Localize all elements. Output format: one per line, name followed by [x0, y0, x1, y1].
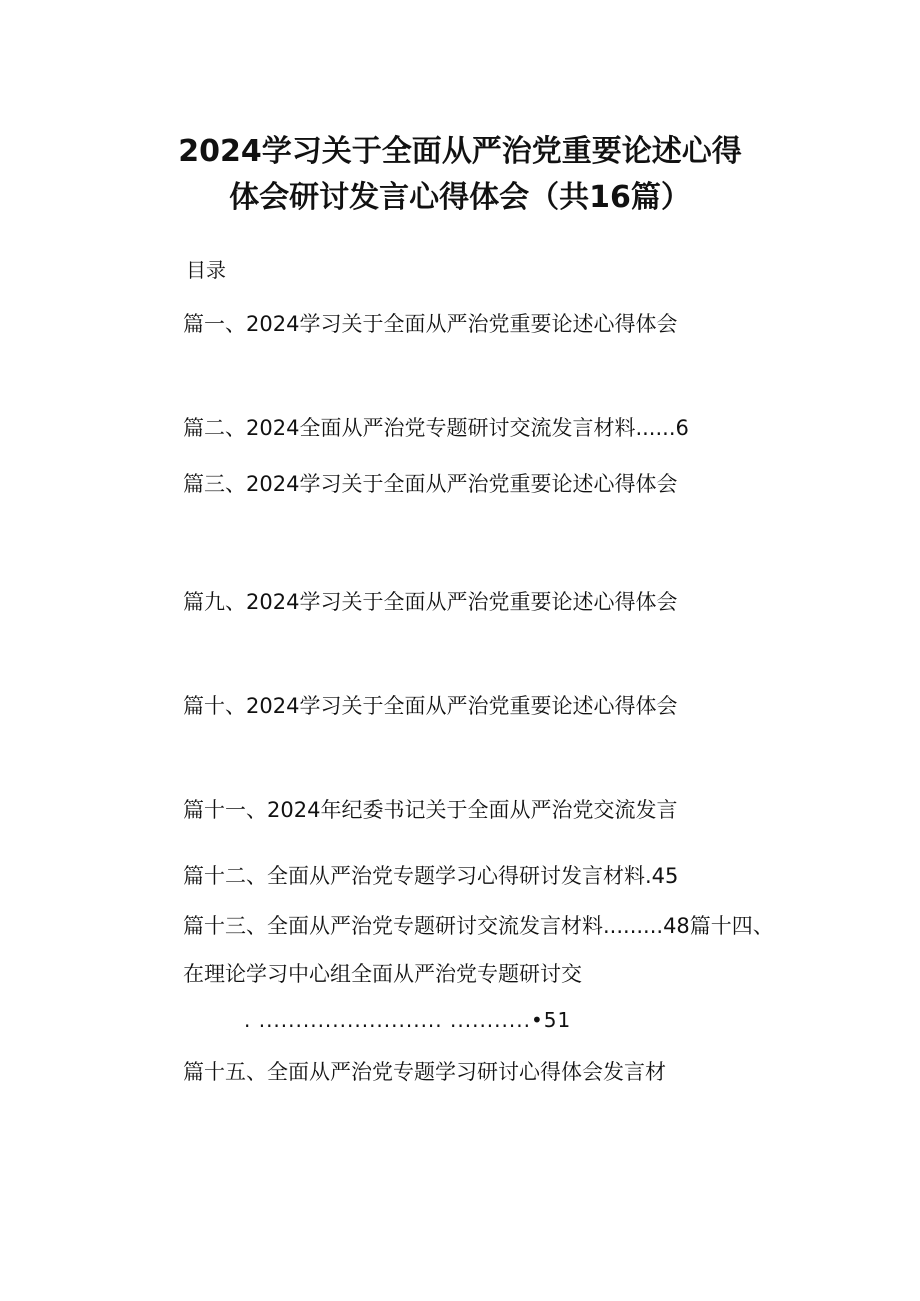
toc-entry-3[interactable]: 篇三、2024学习关于全面从严治党重要论述心得体会: [183, 472, 678, 496]
toc-entry-12[interactable]: 篇十二、全面从严治党专题学习心得研讨发言材料.45: [183, 864, 679, 888]
toc-entry-14-continued[interactable]: 在理论学习中心组全面从严治党专题研讨交: [183, 962, 582, 986]
toc-entry-10[interactable]: 篇十、2024学习关于全面从严治党重要论述心得体会: [183, 694, 678, 718]
toc-entry-9[interactable]: 篇九、2024学习关于全面从严治党重要论述心得体会: [183, 590, 678, 614]
document-title-line-1: 2024学习关于全面从严治党重要论述心得: [178, 134, 742, 169]
toc-entry-15[interactable]: 篇十五、全面从严治党专题学习研讨心得体会发言材: [183, 1060, 666, 1084]
toc-entry-13[interactable]: 篇十三、全面从严治党专题研讨交流发言材料.........48篇十四、: [183, 914, 774, 938]
toc-entry-1[interactable]: 篇一、2024学习关于全面从严治党重要论述心得体会: [183, 312, 678, 336]
toc-heading: 目录: [186, 258, 226, 282]
toc-entry-11[interactable]: 篇十一、2024年纪委书记关于全面从严治党交流发言: [183, 798, 678, 822]
toc-entry-2[interactable]: 篇二、2024全面从严治党专题研讨交流发言材料......6: [183, 416, 689, 440]
document-title-line-2: 体会研讨发言心得体会（共16篇）: [229, 180, 691, 215]
toc-leader-dots: . ......................... ...........•51: [244, 1008, 572, 1032]
